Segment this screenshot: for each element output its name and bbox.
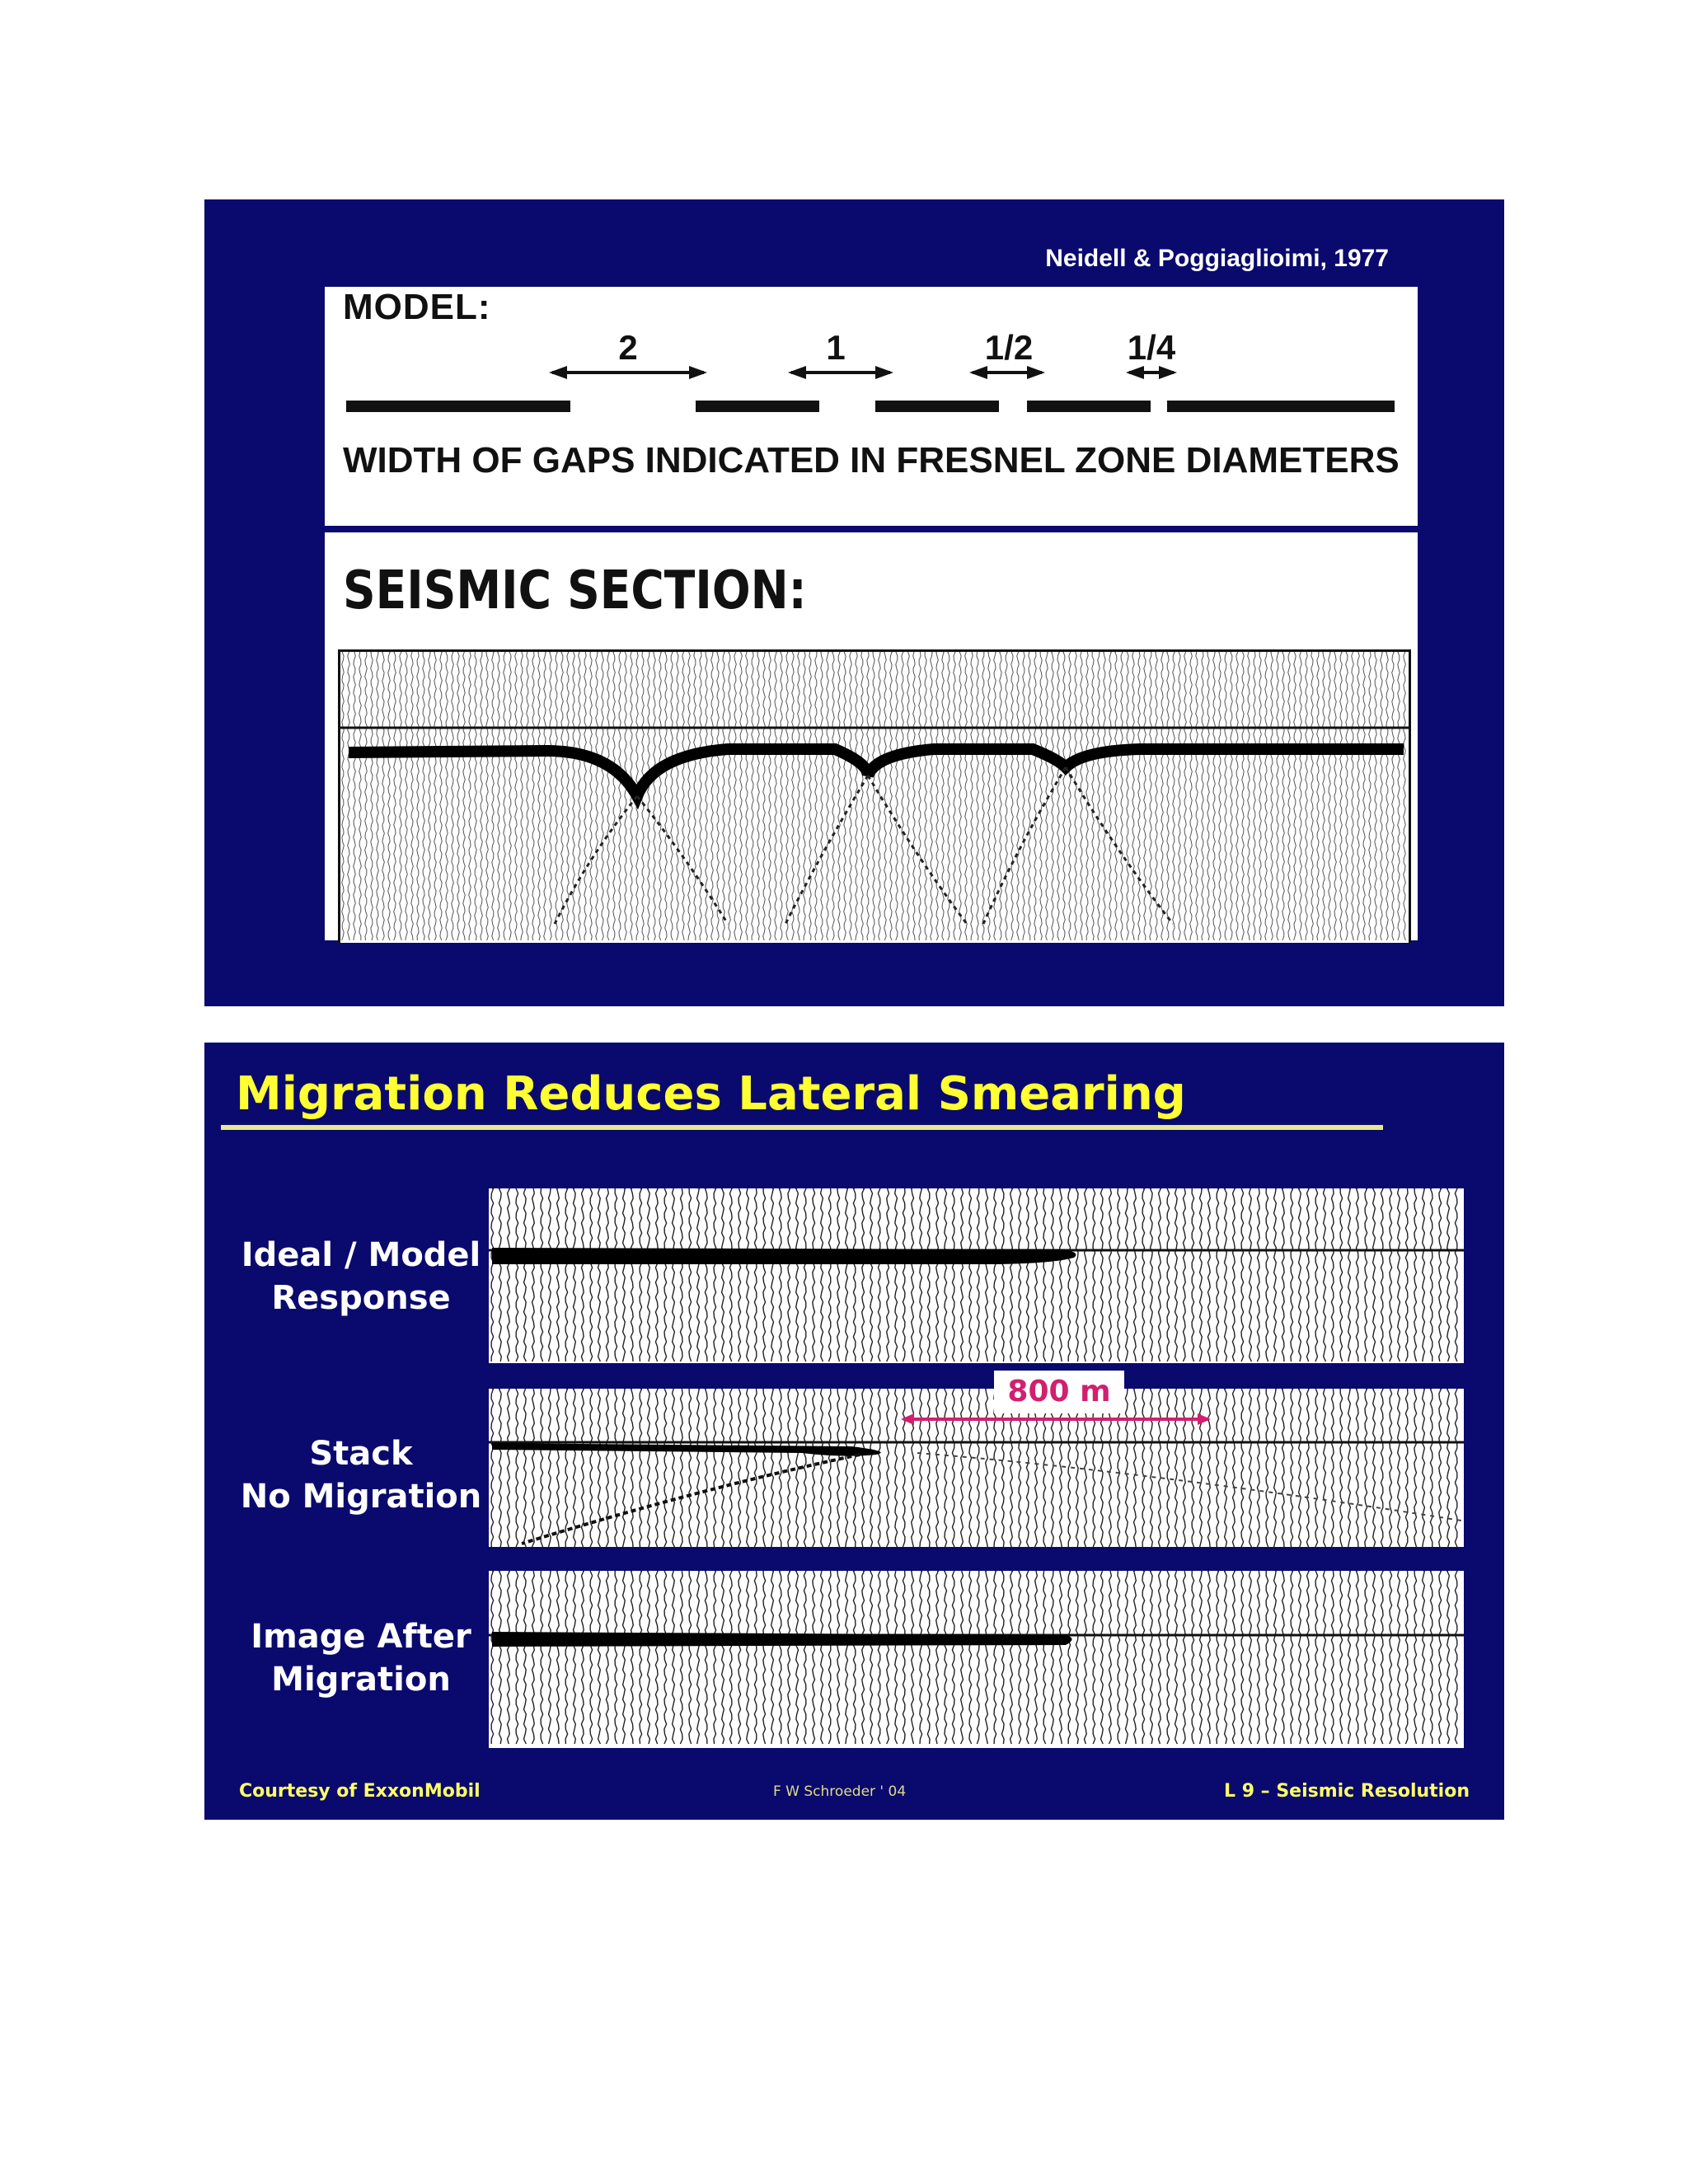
reflector-segment	[875, 401, 999, 412]
gap-arrow-quarter	[1129, 371, 1174, 374]
migrated-traces	[489, 1571, 1464, 1748]
gap-label-quarter: 1/4	[1127, 328, 1176, 367]
stack-traces	[489, 1389, 1464, 1547]
footer-courtesy: Courtesy of ExxonMobil	[239, 1781, 481, 1802]
seismic-traces	[340, 652, 1409, 943]
footer-lecture: L 9 – Seismic Resolution	[1224, 1781, 1470, 1802]
trace-wiggles	[491, 1188, 1457, 1361]
image-after-migration-panel	[489, 1571, 1464, 1748]
row-label-line: Stack	[309, 1435, 413, 1473]
trace-wiggles	[342, 652, 1406, 940]
slide-title: Migration Reduces Lateral Smearing	[236, 1067, 1186, 1121]
gap-label-1: 1	[826, 328, 846, 367]
model-panel	[325, 287, 1418, 526]
gap-label-2: 2	[618, 328, 638, 367]
fresnel-zone-slide	[204, 199, 1504, 1006]
diffraction-hyperbola	[868, 776, 967, 924]
distance-label: 800 m	[994, 1371, 1124, 1413]
reflector-segment	[1027, 401, 1151, 412]
gap-arrow-2	[552, 371, 704, 374]
row-label-line: Image After	[251, 1618, 471, 1656]
row-label-migration	[229, 1615, 493, 1701]
seismic-section-title: SEISMIC SECTION:	[343, 560, 807, 621]
gap-label-half: 1/2	[984, 328, 1034, 367]
citation: Neidell & Poggiaglioimi, 1977	[1045, 245, 1389, 272]
diffraction-tail	[917, 1453, 1461, 1521]
main-reflector	[349, 749, 1404, 796]
gap-arrow-1	[791, 371, 890, 374]
trace-wiggles	[491, 1389, 1457, 1547]
row-label-line: Ideal / Model	[241, 1236, 481, 1274]
row-label-line: Response	[271, 1279, 451, 1317]
model-note: WIDTH OF GAPS INDICATED IN FRESNEL ZONE DIAMETERS	[343, 440, 1400, 480]
ideal-response-panel	[489, 1188, 1464, 1363]
footer-author: F W Schroeder ' 04	[773, 1783, 907, 1800]
stack-no-migration-panel	[489, 1389, 1464, 1547]
seismic-section-panel	[325, 532, 1418, 940]
trace-wiggles	[491, 1571, 1457, 1744]
migration-slide	[204, 1043, 1504, 1820]
ideal-response-traces	[489, 1188, 1464, 1363]
reflector-segment	[346, 401, 570, 412]
reflector-segment	[696, 401, 819, 412]
row-label-line: No Migration	[240, 1478, 482, 1516]
gap-arrow-half	[973, 371, 1042, 374]
seismic-section-image	[338, 649, 1411, 943]
title-underline	[221, 1125, 1383, 1130]
reflector-event	[492, 1248, 1076, 1264]
reflector-segment	[1167, 401, 1395, 412]
distance-arrow	[903, 1418, 1208, 1421]
model-title: MODEL:	[343, 287, 491, 327]
row-label-line: Migration	[271, 1661, 451, 1699]
row-label-ideal	[229, 1234, 493, 1319]
row-label-stack	[229, 1432, 493, 1518]
